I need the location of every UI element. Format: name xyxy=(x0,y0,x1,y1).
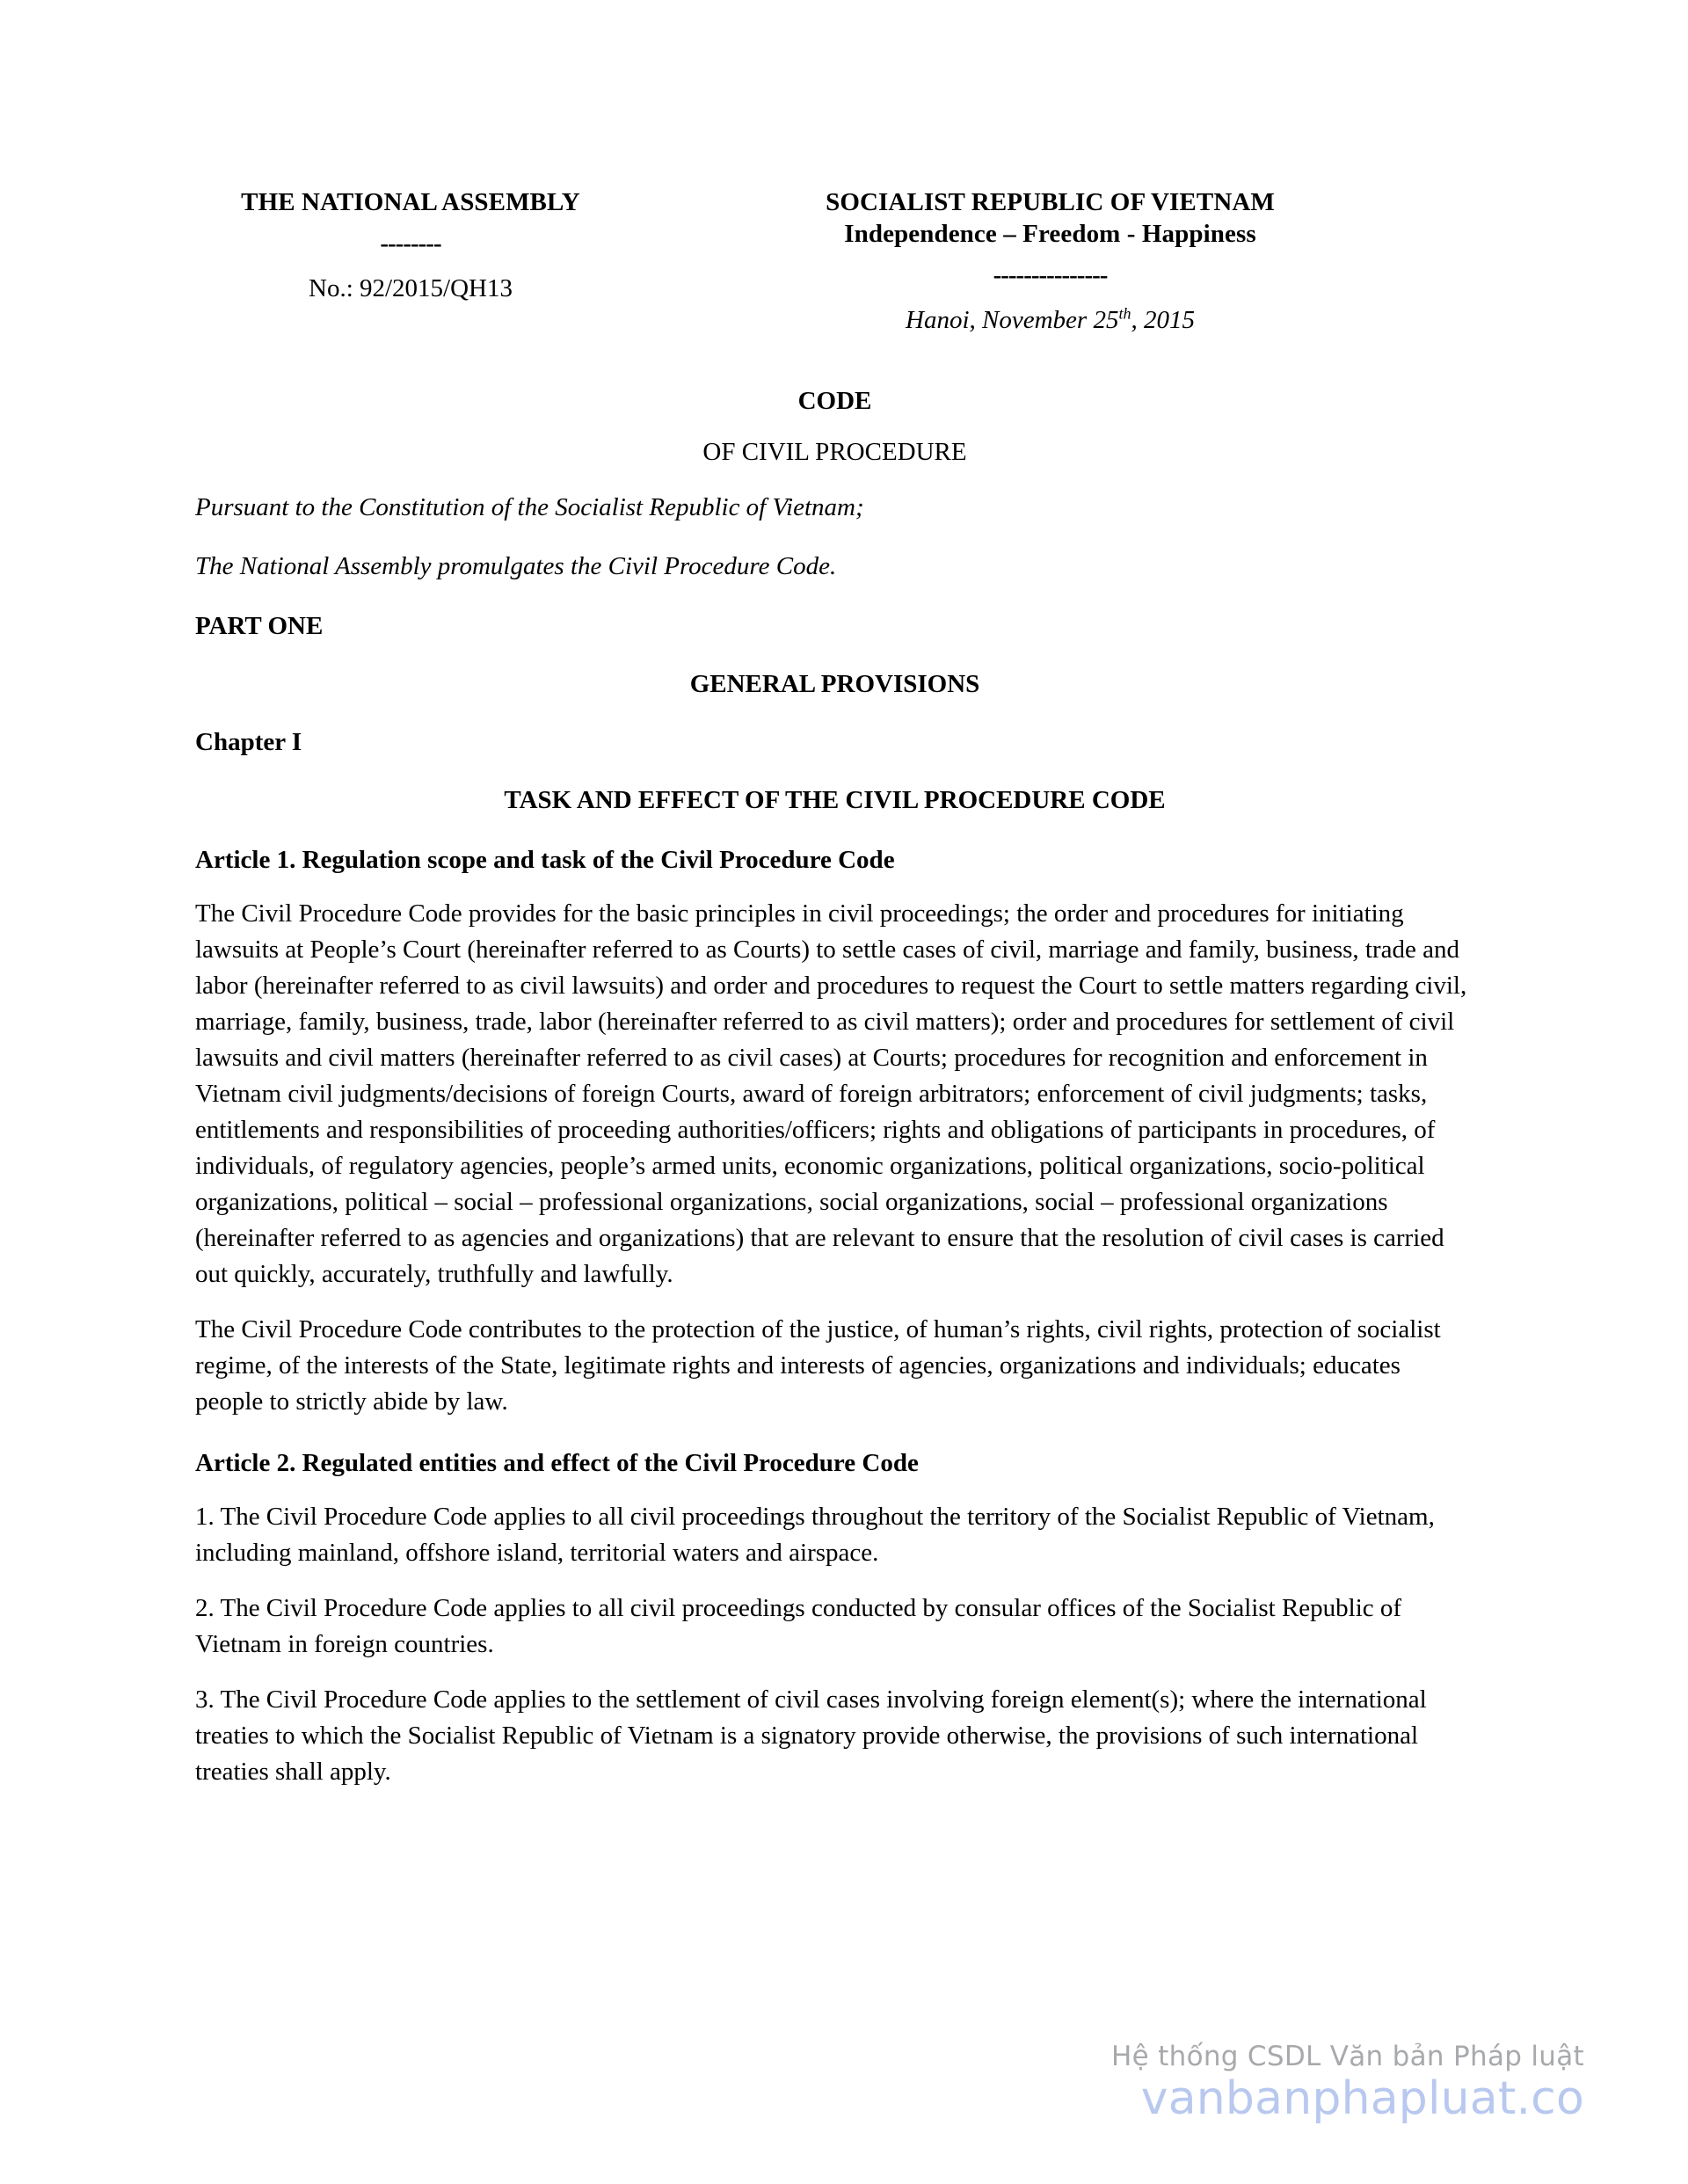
issuing-body: THE NATIONAL ASSEMBLY xyxy=(241,188,580,216)
chapter-label: Chapter I xyxy=(195,728,302,756)
document-number: No.: 92/2015/QH13 xyxy=(309,274,513,302)
header-left-column xyxy=(195,186,626,306)
article-paragraph: The Civil Procedure Code provides for the basic principles in civil proceedings; the order and procedures for initiating lawsuits at People’s Court (hereinafter referred to as Courts) to settle cases of civil, marriage and family, business, trade and labor (hereinafter referred to as civil lawsuits) and order and procedures to request the Court to settle matters regarding civil, marriage, family, business, trade, labor (hereinafter referred to as civil matters); order and procedures for settlement of civil lawsuits and civil matters (hereinafter referred to as civil cases) at Courts; procedures for recognition and enforcement in Vietnam civil judgments/decisions of foreign Courts, award of foreign arbitrators; enforcement of civil judgments; tasks, entitlements and responsibilities of proceeding authorities/officers; rights and obligations of participants in procedures, of individuals, of regulatory agencies, people’s armed units, economic organizations, political organizations, socio-political organizations, political – social – professional organizations, social organizations, social – professional organizations (hereinafter referred to as agencies and organizations) that are relevant to ensure that the resolution of civil cases is carried out quickly, accurately, truthfully and lawfully. xyxy=(195,899,1467,1288)
watermark-tagline: Hệ thống CSDL Văn bản Pháp luật xyxy=(1111,2041,1584,2072)
preamble-line-2: The National Assembly promulgates the Civil Procedure Code. xyxy=(195,552,837,580)
nation-name: SOCIALIST REPUBLIC OF VIETNAM xyxy=(826,188,1275,216)
article-heading: Article 2. Regulated entities and effect of the Civil Procedure Code xyxy=(195,1449,919,1477)
date-ordinal-suffix: th xyxy=(1118,304,1131,323)
place-and-date-text: Hanoi, November 25 xyxy=(906,306,1119,334)
watermark-domain: vanbanphapluat.co xyxy=(1140,2072,1584,2125)
header-right-divider: --------------- xyxy=(993,261,1108,289)
article-paragraph: 3. The Civil Procedure Code applies to the settlement of civil cases involving foreign element(s); where the international treaties to which the Socialist Republic of Vietnam is a signatory provide otherwise, the provisions of such international treaties shall apply. xyxy=(195,1685,1427,1786)
part-label: PART ONE xyxy=(195,612,324,640)
national-motto: Independence – Freedom - Happiness xyxy=(844,220,1256,248)
chapter-title: TASK AND EFFECT OF THE CIVIL PROCEDURE CODE xyxy=(504,786,1166,814)
page-subtitle: OF CIVIL PROCEDURE xyxy=(702,438,967,466)
document-header xyxy=(195,0,1474,338)
article-paragraph: The Civil Procedure Code contributes to the protection of the justice, of human’s rights, civil rights, protection of socialist regime, of the interests of the State, legitimate rights and interests of agencies, organizations and individuals; educates people to strictly abide by law. xyxy=(195,1315,1441,1416)
header-left-divider: -------- xyxy=(380,229,441,258)
date-year: , 2015 xyxy=(1131,306,1195,334)
place-and-date xyxy=(906,302,1195,338)
article-paragraph: 1. The Civil Procedure Code applies to all civil proceedings throughout the territory of the Socialist Republic of Vietnam, including mainland, offshore island, territorial waters and airspace. xyxy=(195,1503,1435,1567)
site-watermark xyxy=(1111,2040,1584,2124)
document-body xyxy=(195,0,1474,1790)
article-paragraph: 2. The Civil Procedure Code applies to all civil proceedings conducted by consular offices of the Socialist Republic of Vietnam in foreign countries. xyxy=(195,1594,1402,1658)
header-right-column xyxy=(626,186,1474,338)
article-heading: Article 1. Regulation scope and task of the Civil Procedure Code xyxy=(195,846,895,874)
part-title: GENERAL PROVISIONS xyxy=(689,670,980,698)
page-title: CODE xyxy=(797,387,872,415)
preamble-line-1: Pursuant to the Constitution of the Socialist Republic of Vietnam; xyxy=(195,493,864,521)
